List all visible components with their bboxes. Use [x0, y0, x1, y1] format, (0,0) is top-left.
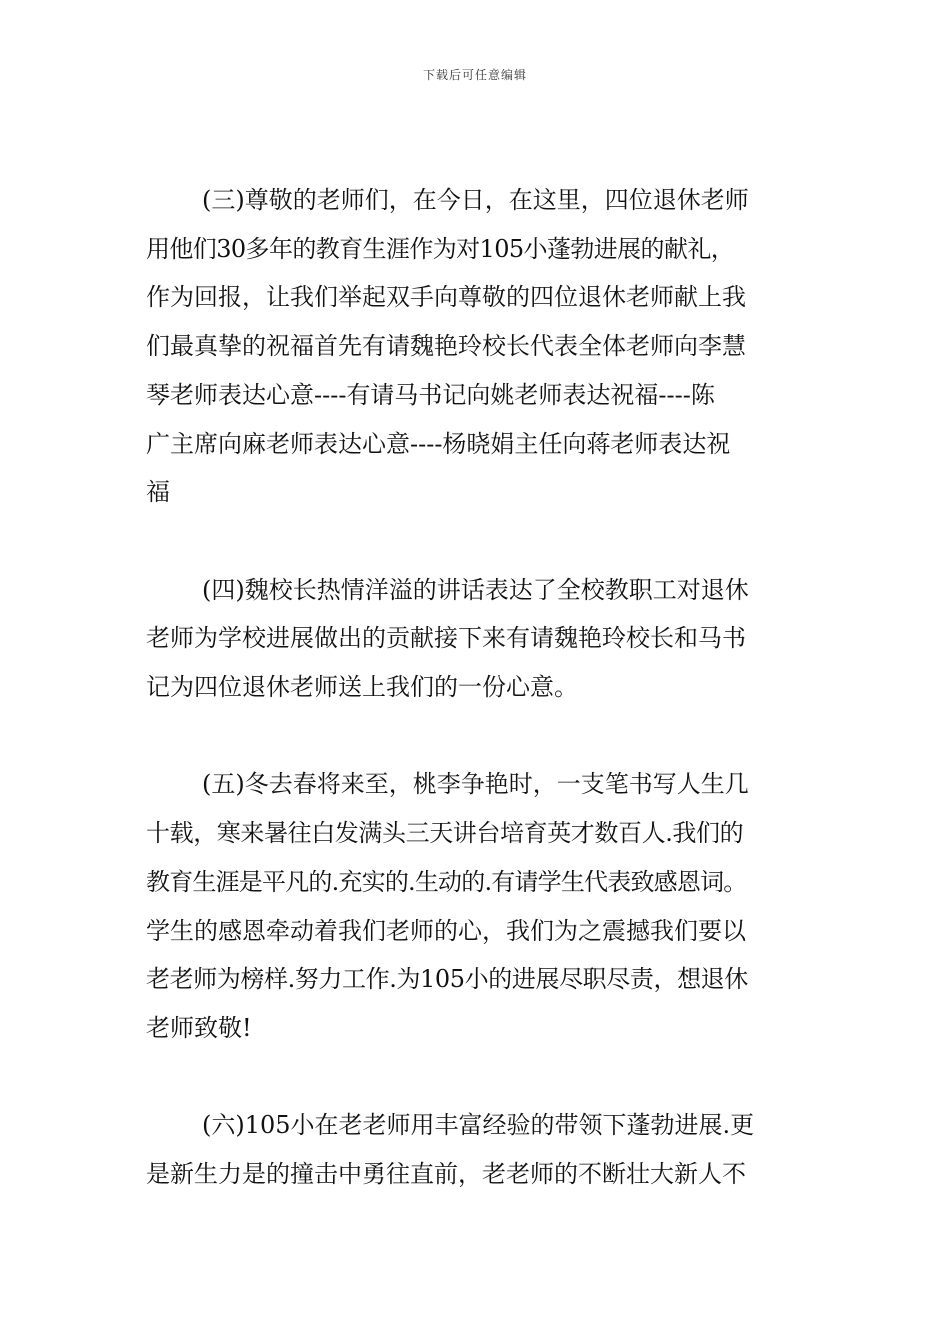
paragraph-line: 记为四位退休老师送上我们的一份心意。	[146, 673, 578, 702]
paragraph-line: 老师致敬!	[146, 1013, 252, 1042]
paragraph-6	[146, 1101, 810, 1198]
paragraph-line: 琴老师表达心意----有请马书记向姚老师表达祝福----陈	[146, 380, 715, 409]
paragraph-line: 作为回报，让我们举起双手向尊敬的四位退休老师献上我	[146, 283, 746, 312]
paragraph-3	[146, 176, 810, 517]
paragraph-line: (三)尊敬的老师们，在今日，在这里，四位退休老师	[202, 186, 749, 214]
paragraph-line: (六)105小在老老师用丰富经验的带领下蓬勃进展.更	[202, 1111, 755, 1140]
paragraph-line: 教育生涯是平凡的.充实的.生动的.有请学生代表致感恩词。	[146, 867, 747, 896]
paragraph-4	[146, 566, 810, 712]
page-header-note: 下载后可任意编辑	[422, 68, 527, 82]
paragraph-line: (五)冬去春将来至，桃李争艳时，一支笔书写人生几	[202, 770, 749, 799]
paragraph-line: 十载，寒来暑往白发满头三天讲台培育英才数百人.我们的	[146, 819, 744, 848]
paragraph-line: 广主席向麻老师表达心意----杨晓娟主任向蒋老师表达祝	[146, 429, 731, 458]
paragraph-line: 们最真挚的祝福首先有请魏艳玲校长代表全体老师向李慧	[146, 332, 746, 361]
paragraph-line: (四)魏校长热情洋溢的讲话表达了全校教职工对退休	[202, 575, 749, 604]
paragraph-5	[146, 760, 810, 1052]
paragraph-line: 用他们30多年的教育生涯作为对105小蓬勃进展的献礼，	[146, 234, 735, 263]
paragraph-line: 学生的感恩牵动着我们老师的心，我们为之震撼我们要以	[146, 916, 746, 945]
paragraph-line: 福	[146, 478, 170, 507]
paragraph-line: 是新生力是的撞击中勇往直前，老老师的不断壮大新人不	[146, 1160, 746, 1189]
paragraph-line: 老师为学校进展做出的贡献接下来有请魏艳玲校长和马书	[146, 624, 746, 653]
paragraph-line: 老老师为榜样.努力工作.为105小的进展尽职尽责，想退休	[146, 965, 748, 994]
document-body	[146, 176, 810, 1199]
